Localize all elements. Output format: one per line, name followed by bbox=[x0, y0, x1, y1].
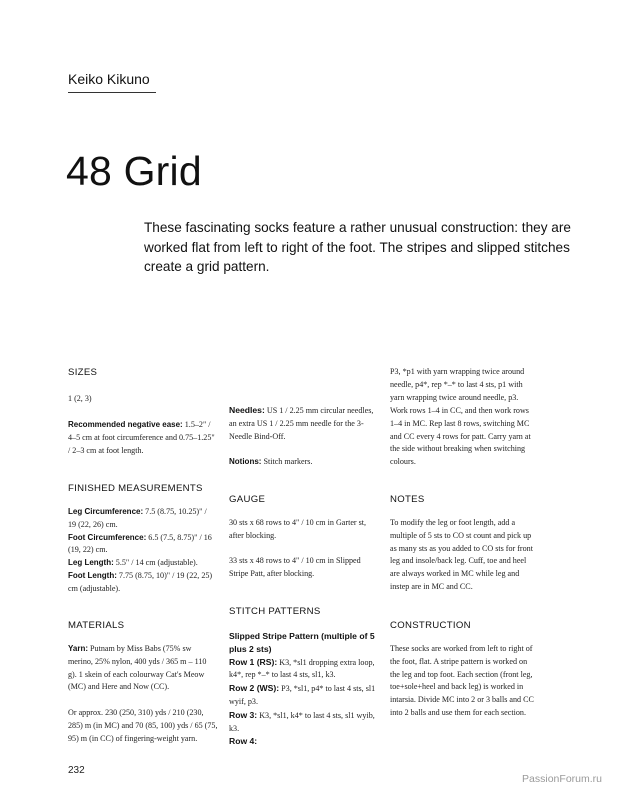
finished-measurements bbox=[68, 506, 216, 596]
materials-yarn bbox=[68, 643, 216, 694]
materials-approx: Or approx. 230 (250, 310) yds / 210 (230, 285) m (in MC) and 70 (85, 100) yds / 65 (75, 95) m (in CC) of fingering-weight yarn. bbox=[68, 708, 218, 743]
stitch-patterns-body bbox=[229, 630, 377, 749]
author-name: Keiko Kikuno bbox=[68, 71, 150, 87]
row2-text: P3, *sl1, p4* to last 4 sts, sl1 wyif, p3. bbox=[229, 684, 376, 706]
leg-len-label: Leg Length: bbox=[68, 558, 114, 568]
row1-text: K3, *sl1 dropping extra loop, k4*, rep *–* to last 4 sts, sl1, k3. bbox=[229, 657, 375, 680]
author-divider bbox=[68, 92, 156, 93]
yarn-label: Yarn: bbox=[68, 644, 89, 653]
notions-text: Stitch markers. bbox=[261, 457, 313, 467]
notions-label: Notions: bbox=[229, 457, 262, 467]
needles-text: US 1 / 2.25 mm circular needles, an extra US 1 / 2.25 mm needle for the 3-Needle Bind-Off. bbox=[229, 406, 374, 441]
row4-continued: P3, *p1 with yarn wrapping twice around needle, p4*, rep *–* to last 4 sts, p1 with yarn wrapping twice around needle, p3. bbox=[390, 367, 525, 402]
sizes-ease bbox=[68, 419, 216, 457]
materials-heading: MATERIALS bbox=[68, 620, 125, 631]
finished-heading: FINISHED MEASUREMENTS bbox=[68, 483, 203, 494]
row3-text: K3, *sl1, k4* to last 4 sts, sl1 wyib, k3. bbox=[229, 710, 375, 733]
ease-label: Recommended negative ease: bbox=[68, 420, 183, 429]
foot-circ-label: Foot Circumference: bbox=[68, 532, 147, 542]
stitch-subheading: Slipped Stripe Pattern (multiple of 5 plus 2 sts) bbox=[229, 631, 375, 654]
foot-len-value: 7.75 (8.75, 10)" / 19 (22, 25) cm (adjustable). bbox=[68, 570, 213, 593]
ease-text: 1.5–2" / 4–5 cm at foot circumference and 0.75–1.25" / 2–3 cm at foot length. bbox=[68, 420, 215, 455]
stitch-repeat-text: Work rows 1–4 in CC, and then work rows 1–4 in MC. Rep last 8 rows, switching MC and CC every 4 rows for patt. Carry yarn at the side without breaking when switching colours. bbox=[390, 406, 531, 467]
row3-label: Row 3: bbox=[229, 709, 258, 720]
gauge-garter: 30 sts x 68 rows to 4" / 10 cm in Garter st, after blocking. bbox=[229, 518, 367, 540]
sizes-heading: SIZES bbox=[68, 367, 98, 378]
needles-label: Needles: bbox=[229, 405, 265, 415]
foot-circ-value: 6.5 (7.5, 8.75)" / 16 (19, 22) cm. bbox=[68, 532, 212, 555]
leg-circ-label: Leg Circumference: bbox=[68, 507, 144, 516]
foot-len-label: Foot Length: bbox=[68, 570, 117, 580]
construction-heading: CONSTRUCTION bbox=[390, 620, 471, 631]
needles-block bbox=[229, 366, 377, 469]
yarn-text: Putnam by Miss Babs (75% sw merino, 25% nylon, 400 yds / 365 m – 110 g). 1 skein of each colourway Cat's Meow (MC) and Here and Now (CC). bbox=[68, 644, 207, 692]
gauge-stripe: 33 sts x 48 rows to 4" / 10 cm in Slipped Stripe Patt, after blocking. bbox=[229, 556, 361, 578]
watermark: PassionForum.ru bbox=[522, 773, 602, 785]
sizes-values: 1 (2, 3) bbox=[68, 394, 92, 403]
stitch-patterns-heading: STITCH PATTERNS bbox=[229, 606, 321, 617]
leg-len-value: 5.5" / 14 cm (adjustable). bbox=[113, 558, 198, 568]
row2-label: Row 2 (WS): bbox=[229, 683, 280, 694]
page-number: 232 bbox=[68, 765, 85, 776]
pattern-title: 48 Grid bbox=[66, 148, 202, 194]
row4-label: Row 4: bbox=[229, 736, 258, 747]
construction-text: These socks are worked from left to right of the foot, flat. A stripe pattern is worked on the leg and top foot. Each section (front leg, toe+sole+heel and back leg) is worked in intarsia. Divide MC into 2 or 3 balls and CC into 2 balls and use them for each section. bbox=[390, 644, 534, 717]
leg-circ-value: 7.5 (8.75, 10.25)" / 19 (22, 26) cm. bbox=[68, 507, 207, 529]
notes-text: To modify the leg or foot length, add a multiple of 5 sts to CO st count and pick up as many sts as you added to CO sts for front leg and insole/back leg. Cuff, toe and heel are always worked in MC while leg and instep are in MC and CC. bbox=[390, 518, 533, 591]
pattern-intro: These fascinating socks feature a rather unusual construction: they are worked flat from left to right of the foot. The stripes and slipped stitches create a grid pattern. bbox=[144, 220, 571, 274]
notes-heading: NOTES bbox=[390, 494, 425, 505]
gauge-heading: GAUGE bbox=[229, 494, 266, 505]
row1-label: Row 1 (RS): bbox=[229, 656, 278, 667]
